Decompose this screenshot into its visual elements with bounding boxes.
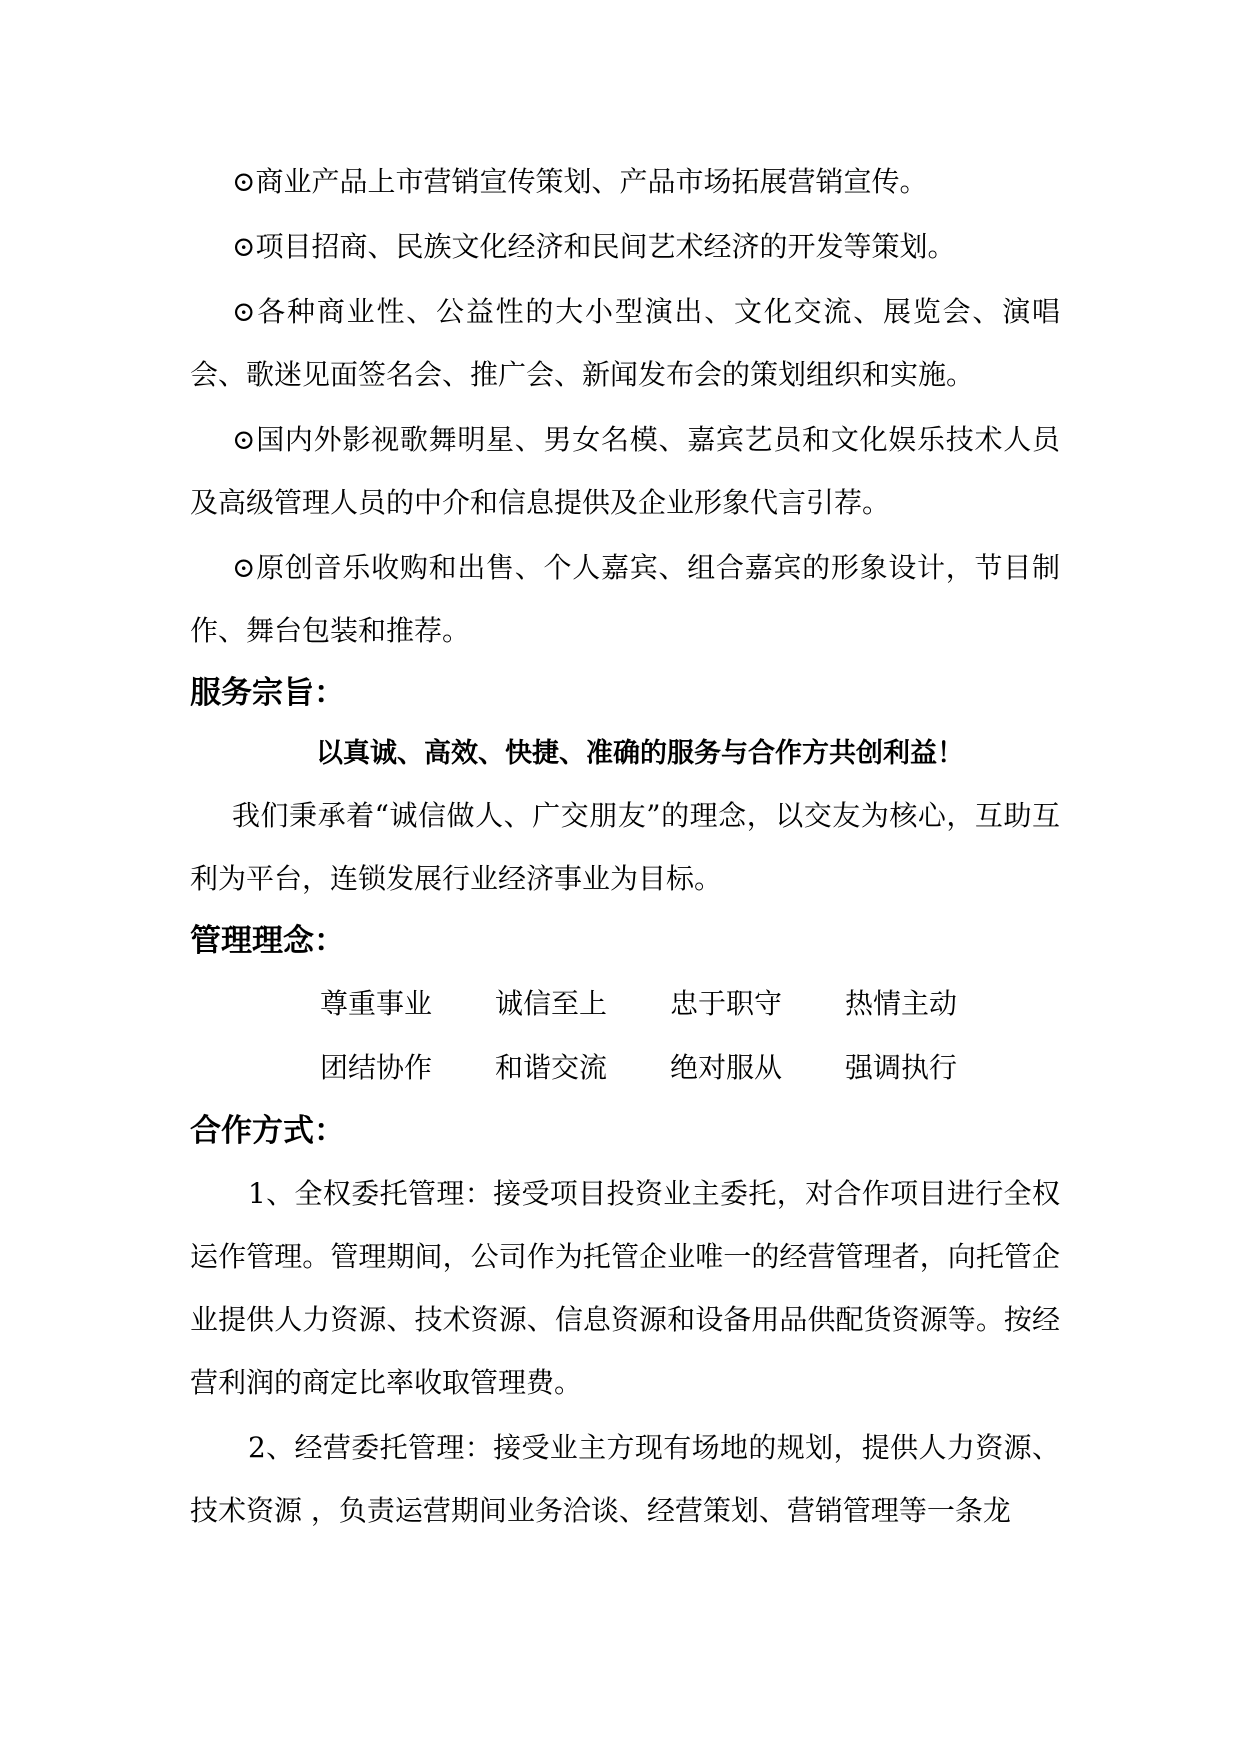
service-item: ⊙项目招商、民族文化经济和民间艺术经济的开发等策划。 bbox=[232, 230, 956, 263]
cooperation-item: 2、经营委托管理：接受业主方现有场地的规划，提供人力资源、技术资源 ，负责运营期间业务洽谈、经营策划、营销管理等一条龙 bbox=[190, 1431, 1060, 1527]
management-value: 团结协作 bbox=[320, 1051, 433, 1084]
management-value: 绝对服从 bbox=[670, 1051, 783, 1084]
management-value: 忠于职守 bbox=[670, 987, 783, 1020]
management-heading: 管理理念： bbox=[190, 923, 345, 959]
management-value: 诚信至上 bbox=[495, 987, 608, 1020]
cooperation-item: 1、全权委托管理：接受项目投资业主委托，对合作项目进行全权运作管理。管理期间，公司作为托管企业唯一的经营管理者，向托管企业提供人力资源、技术资源、信息资源和设备用品供配货资源等。按经营利润的商定比率收取管理费。 bbox=[190, 1177, 1060, 1399]
management-value: 强调执行 bbox=[845, 1051, 958, 1084]
service-item: ⊙国内外影视歌舞明星、男女名模、嘉宾艺员和文化娱乐技术人员及高级管理人员的中介和信息提供及企业形象代言引荐。 bbox=[190, 423, 1060, 519]
document-body bbox=[190, 150, 1060, 1544]
purpose-heading: 服务宗旨： bbox=[190, 675, 345, 711]
management-value: 热情主动 bbox=[845, 987, 958, 1020]
purpose-text: 我们秉承着“诚信做人、广交朋友”的理念，以交友为核心，互助互利为平台，连锁发展行业经济事业为目标。 bbox=[190, 799, 1060, 895]
service-item: ⊙原创音乐收购和出售、个人嘉宾、组合嘉宾的形象设计，节目制作、舞台包装和推荐。 bbox=[190, 551, 1060, 647]
management-values bbox=[320, 972, 1060, 1100]
purpose-slogan: 以真诚、高效、快捷、准确的服务与合作方共创利益！ bbox=[316, 738, 964, 769]
management-value: 和谐交流 bbox=[495, 1051, 608, 1084]
service-item: ⊙商业产品上市营销宣传策划、产品市场拓展营销宣传。 bbox=[232, 165, 928, 198]
service-item: ⊙各种商业性、公益性的大小型演出、文化交流、展览会、演唱会、歌迷见面签名会、推广会、新闻发布会的策划组织和实施。 bbox=[190, 295, 1060, 391]
cooperation-heading: 合作方式： bbox=[190, 1113, 345, 1149]
management-value: 尊重事业 bbox=[320, 987, 433, 1020]
